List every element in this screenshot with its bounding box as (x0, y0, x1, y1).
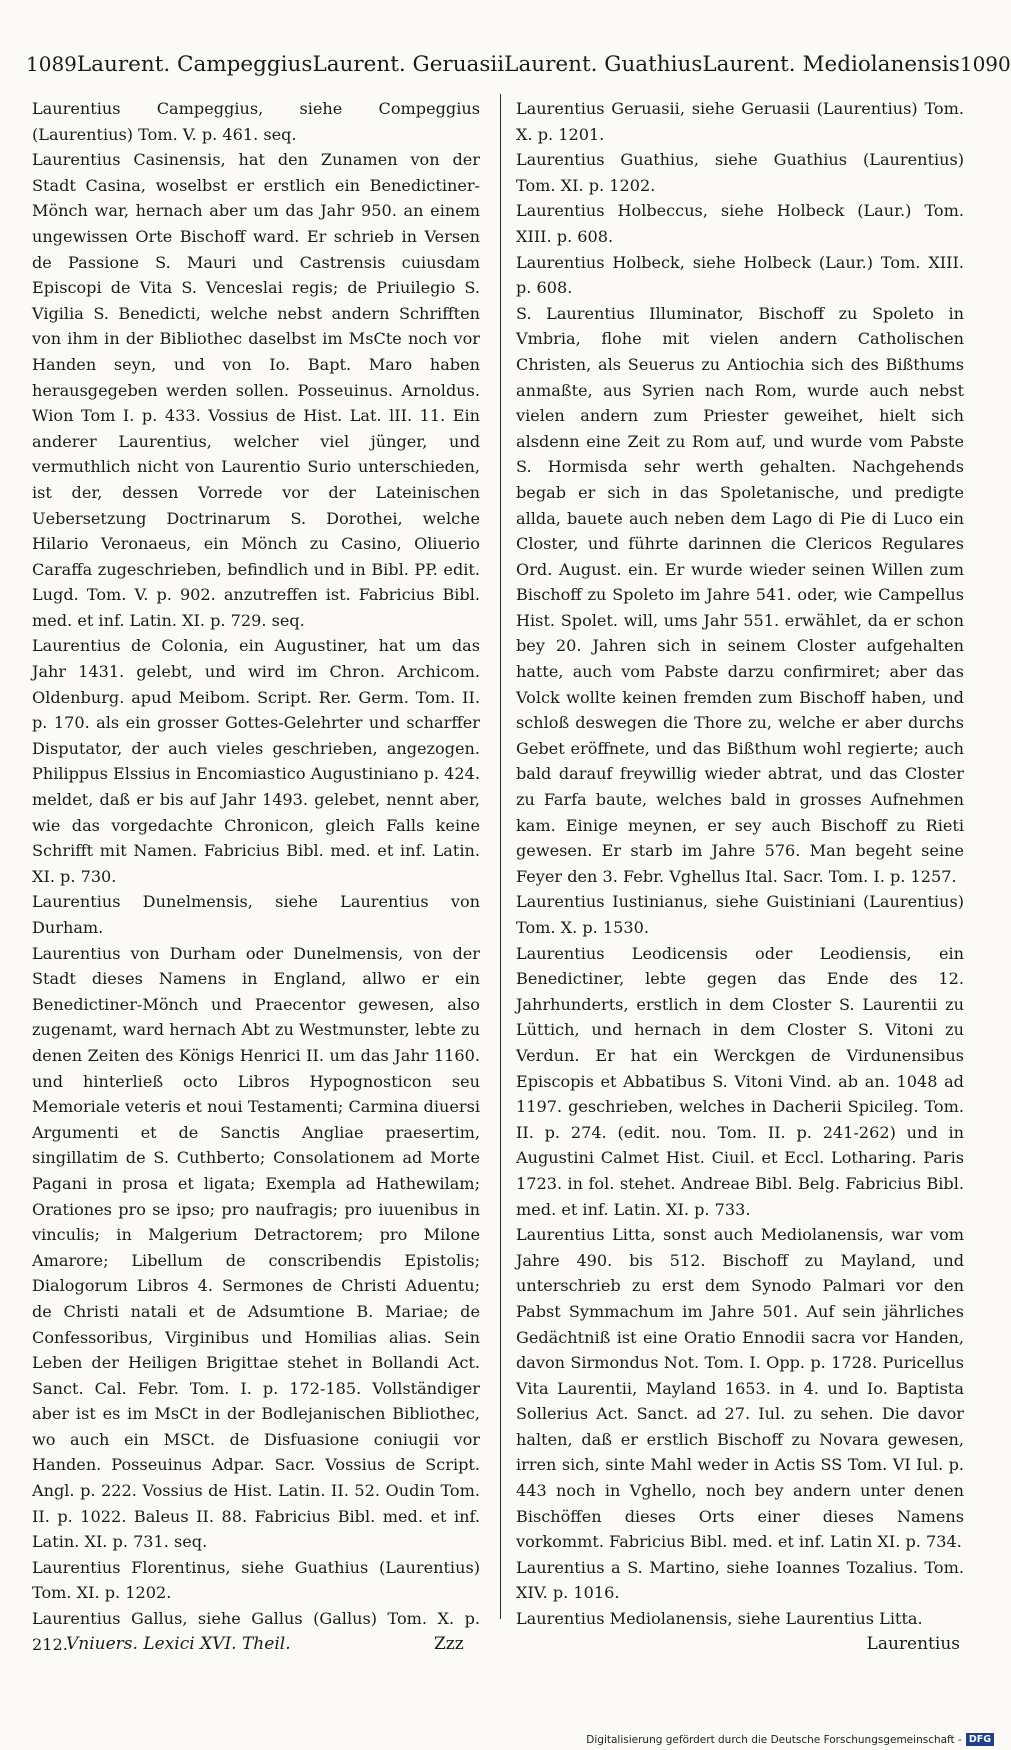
running-head (26, 52, 1011, 92)
credit-text: Digitalisierung gefördert durch die Deutsche Forschungsgemeinschaft - (586, 1733, 962, 1746)
entry-von-durham: Laurentius von Durham oder Dunelmensis, von der Stadt dieses Namens in England, allwo er ein Benedictiner-Mönch und Praecentor gewesen, also zugenamt, ward hernach Abt zu Westmunster, lebte zu denen Zeiten des Königs Henrici II. um das Jahr 1160. und hinterließ octo Libros Hypognosticon seu Memoriale veteris et noui Testamenti; Carmina diuersi Argumenti et de Sanctis Angliae praesertim, singillatim de S. Cuthberto; Consolationem ad Morte Pagani in prosa et ligata; Exempla ad Hathewilam; Orationes pro se ipso; pro naufragis; pro iuuenibus in vinculis; in Malgerium Detractorem; pro Milone Amarore; Libellum de conscribendis Epistolis; Dialogorum Libros 4. Sermones de Christi Aduentu; de Christi natali et de Adsumtione B. Mariae; de Confessoribus, Virginibus und Homilias alias. Sein Leben der Heiligen Brigittae stehet in Bollandi Act. Sanct. Cal. Febr. Tom. I. p. 172-185. Vollständiger aber ist es im MsCt in der Bodlejanischen Bibliothec, wo auch ein MSCt. de Disfuasione coniugii vor Handen. Posseuinus Adpar. Sacr. Vossius de Script. Angl. p. 222. Vossius de Hist. Latin. II. 52. Oudin Tom. II. p. 1022. Baleus II. 88. Fabricius Bibl. med. et inf. Latin. XI. p. 731. seq. (32, 943, 480, 1552)
entry-iustinianus: Laurentius Iustinianus, siehe Guistiniani (Laurentius) Tom. X. p. 1530. (516, 892, 964, 937)
right-page-number: 1090 (959, 52, 1011, 76)
dfg-logo-icon: DFG (966, 1733, 994, 1746)
lexicon-page (26, 52, 1011, 1664)
entry-de-colonia: Laurentius de Colonia, ein Augustiner, hat um das Jahr 1431. gelebt, und wird im Chron. Archicom. Oldenburg. apud Meibom. Script. Rer. Germ. Tom. II. p. 170. als ein grosser Gottes-Gelehrter und scharffer Disputator, der auch vieles geschrieben, angezogen. Philippus Elssius in Encomiastico Augustiniano p. 424. meldet, daß er bis auf Jahr 1493. gelebet, nennt aber, wie das vorgedachte Chronicon, gleich Falls keine Schrifft mit Namen. Fabricius Bibl. med. et inf. Latin. XI. p. 730. (32, 636, 480, 886)
volume-signature: Vniuers. Lexici XVI. Theil. (66, 1634, 291, 1654)
running-head-term-3: Laurent. Guathius (504, 52, 703, 77)
left-column (32, 96, 480, 1657)
catchword: Laurentius (866, 1634, 960, 1654)
entry-illuminator: S. Laurentius Illuminator, Bischoff zu Spoleto in Vmbria, flohe mit vielen andern Catholischen Christen, als Seuerus zu Antiochia sich des Bißthums anmaßte, aus Syrien nach Rom, wurde auch nebst vielen andern zum Priester geweihet, hielt sich alsdenn eine Zeit zu Rom auf, und wurde vom Pabste S. Hormisda sehr werth gehalten. Nachgehends begab er sich in das Spoletanische, und predigte allda, bauete auch neben dem Lago di Pie di Luco ein Closter, und führte darinnen die Clericos Regulares Ord. August. ein. Er wurde wieder seinen Willen zum Bischoff zu Spoleto im Jahre 541. oder, wie Campellus Hist. Spolet. will, ums Jahr 551. erwählet, da er schon bey 20. Jahren sich in seinem Closter aufgehalten hatte, auch vom Pabste darzu confirmiret; aber das Volck wollte keinen fremden zum Bischoff haben, und schloß deswegen die Thore zu, welche er aber durchs Gebet eröffnete, und das Bißthum wohl regierte; auch bald darauf freywillig wieder abtrat, und das Closter zu Farfa baute, welches bald in grosses Aufnehmen kam. Einige meynen, er sey auch Bischoff zu Rieti gewesen. Er starb im Jahre 576. Man begeht seine Feyer den 3. Febr. Vghellus Ital. Sacr. Tom. I. p. 1257. (516, 303, 964, 886)
right-column (516, 96, 964, 1632)
entry-florentinus: Laurentius Florentinus, siehe Guathius (Laurentius) Tom. XI. p. 1202. (32, 1557, 480, 1603)
entry-holbeck: Laurentius Holbeck, siehe Holbeck (Laur.) Tom. XIII. p. 608. (516, 252, 964, 298)
entry-dunelmensis: Laurentius Dunelmensis, siehe Laurentius von Durham. (32, 892, 480, 937)
entry-campeggius: Laurentius Campeggius, siehe Compeggius (Laurentius) Tom. V. p. 461. seq. (32, 99, 480, 144)
digitization-credit (586, 1733, 994, 1746)
entry-geruasii: Laurentius Geruasii, siehe Geruasii (Laurentius) Tom. X. p. 1201. (516, 99, 964, 144)
sheet-signature: Zzz (434, 1634, 464, 1654)
entry-guathius: Laurentius Guathius, siehe Guathius (Laurentius) Tom. XI. p. 1202. (516, 150, 964, 195)
running-head-term-1: Laurent. Campeggius (76, 52, 313, 77)
running-head-term-4: Laurent. Mediolanensis (702, 52, 960, 77)
running-head-term-2: Laurent. Geruasii (312, 52, 505, 77)
entry-mediolanensis: Laurentius Mediolanensis, siehe Laurentius Litta. (516, 1609, 923, 1629)
entry-litta: Laurentius Litta, sonst auch Mediolanensis, war vom Jahre 490. bis 512. Bischoff zu Mayland, und unterschrieb zu erst dem Synodo Palmari vor den Pabst Symmachum im Jahre 501. Auf sein jährliches Gedächtniß ist eine Oratio Ennodii sacra vor Handen, davon Sirmondus Not. Tom. I. Opp. p. 1728. Puricellus Vita Laurentii, Mayland 1653. in 4. und Io. Baptista Sollerius Act. Sanct. ad 27. Iul. zu sehen. Die davor halten, daß er erstlich Bischoff zu Novara gewesen, irren sich, sinte Mahl weder in Actis SS Tom. VI Iul. p. 443 noch in Vghello, noch bey andern unter denen Bischöffen dieses Orts einer dieses Namens vorkommt. Fabricius Bibl. med. et inf. Latin XI. p. 734. (516, 1225, 964, 1552)
entry-casinensis: Laurentius Casinensis, hat den Zunamen von der Stadt Casina, woselbst er erstlich ein Benedictiner-Mönch war, hernach aber um das Jahr 950. an einem ungewissen Orte Bischoff ward. Er schrieb in Versen de Passione S. Mauri und Castrensis cuiusdam Episcopi de Vita S. Venceslai regis; de Priuilegio S. Vigilia S. Benedicti, welche nebst andern Schrifften von ihm in der Bibliothec daselbst im MsCte noch vor Handen seyn, und von Io. Bapt. Maro haben herausgegeben werden sollen. Posseuinus. Arnoldus. Wion Tom I. p. 433. Vossius de Hist. Lat. lII. 11. Ein anderer Laurentius, welcher viel jünger, und vermuthlich nicht von Laurentio Surio unterschieden, ist der, dessen Vorrede vor der Lateinischen Uebersetzung Doctrinarum S. Dorothei, welche Hilario Veronaeus, ein Mönch zu Casino, Oliuerio Caraffa zugeschrieben, befindlich und in Bibl. PP. edit. Lugd. Tom. V. p. 902. anzutreffen ist. Fabricius Bibl. med. et inf. Latin. XI. p. 729. seq. (32, 150, 480, 630)
entry-gallus: Laurentius Gallus, siehe Gallus (Gallus) Tom. X. p. 212. (32, 1609, 480, 1654)
page-footer (26, 1634, 974, 1664)
entry-a-s-martino: Laurentius a S. Martino, siehe Ioannes Tozalius. Tom. XIV. p. 1016. (516, 1557, 964, 1603)
entry-holbeccus: Laurentius Holbeccus, siehe Holbeck (Laur.) Tom. XIII. p. 608. (516, 201, 964, 246)
left-page-number: 1089 (26, 52, 77, 76)
entry-leodicensis: Laurentius Leodicensis oder Leodiensis, ein Benedictiner, lebte gegen das Ende des 12. Jahrhunderts, erstlich in dem Closter S. Laurentii zu Lüttich, und hernach in dem Closter S. Vitoni zu Verdun. Er hat ein Werckgen de Virdunensibus Episcopis et Abbatibus S. Vitoni Vind. ab an. 1048 ad 1197. geschrieben, welches in Dacherii Spicileg. Tom. II. p. 274. (edit. nou. Tom. II. p. 241-262) und in Augustini Calmet Hist. Ciuil. et Eccl. Lotharing. Paris 1723. in fol. stehet. Andreae Bibl. Belg. Fabricius Bibl. med. et inf. Latin. XI. p. 733. (516, 943, 964, 1219)
column-divider (500, 94, 501, 1619)
